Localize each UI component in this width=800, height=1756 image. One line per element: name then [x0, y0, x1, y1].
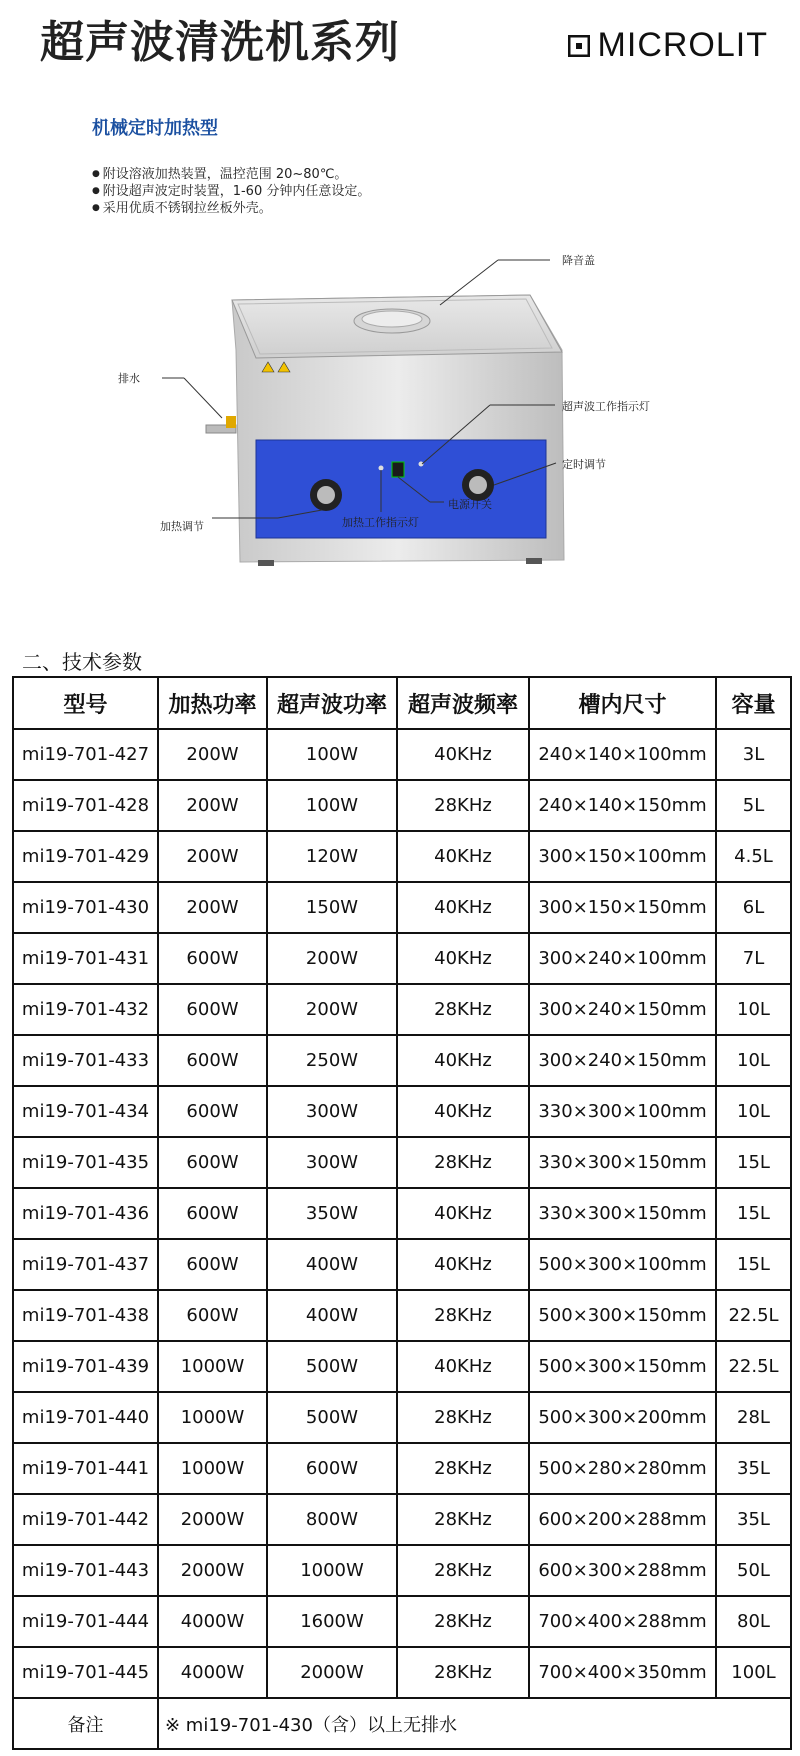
table-cell: 80L [716, 1596, 791, 1647]
table-row [13, 1086, 791, 1137]
table-cell: 500×300×150mm [529, 1290, 716, 1341]
table-cell: mi19-701-428 [13, 780, 158, 831]
table-cell: 15L [716, 1239, 791, 1290]
table-row [13, 984, 791, 1035]
table-cell: 40KHz [397, 882, 529, 933]
column-header: 加热功率 [158, 677, 267, 729]
table-cell: 2000W [158, 1545, 267, 1596]
table-cell: mi19-701-431 [13, 933, 158, 984]
table-cell: 10L [716, 984, 791, 1035]
table-cell: 28KHz [397, 1443, 529, 1494]
table-cell: 50L [716, 1545, 791, 1596]
table-cell: 28KHz [397, 1647, 529, 1698]
page-title: 超声波清洗机系列 [40, 17, 400, 68]
table-cell: 28L [716, 1392, 791, 1443]
table-cell: 500W [267, 1392, 397, 1443]
table-cell: 330×300×100mm [529, 1086, 716, 1137]
table-row [13, 1545, 791, 1596]
callout-power-switch: 电源开关 [448, 498, 492, 511]
table-cell: 3L [716, 729, 791, 780]
table-cell: 28KHz [397, 1545, 529, 1596]
brand-name: MICROLIT [597, 26, 768, 64]
table-cell: 40KHz [397, 933, 529, 984]
table-cell: mi19-701-435 [13, 1137, 158, 1188]
table-cell: 22.5L [716, 1290, 791, 1341]
callout-drain: 排水 [118, 372, 140, 385]
table-cell: mi19-701-440 [13, 1392, 158, 1443]
table-cell: 300W [267, 1086, 397, 1137]
table-note-row [13, 1698, 791, 1749]
callout-timer: 定时调节 [562, 458, 606, 471]
table-cell: 4000W [158, 1647, 267, 1698]
table-cell: 240×140×100mm [529, 729, 716, 780]
column-header: 超声波功率 [267, 677, 397, 729]
table-cell: 28KHz [397, 984, 529, 1035]
callout-heating-light: 加热工作指示灯 [342, 516, 419, 529]
table-cell: 250W [267, 1035, 397, 1086]
table-cell: 2000W [267, 1647, 397, 1698]
table-cell: 6L [716, 882, 791, 933]
table-cell: 28KHz [397, 1494, 529, 1545]
table-cell: 600×200×288mm [529, 1494, 716, 1545]
callout-ultrasonic-light: 超声波工作指示灯 [562, 400, 650, 413]
table-cell: mi19-701-444 [13, 1596, 158, 1647]
table-cell: 40KHz [397, 729, 529, 780]
section-title: 二、技术参数 [22, 650, 142, 674]
table-cell: 1600W [267, 1596, 397, 1647]
feature-item: ● 附设溶液加热装置，温控范围 20~80℃。 [92, 166, 370, 183]
product-subtitle: 机械定时加热型 [92, 118, 218, 139]
table-cell: 1000W [158, 1392, 267, 1443]
table-cell: mi19-701-427 [13, 729, 158, 780]
table-row [13, 1188, 791, 1239]
table-cell: 100W [267, 729, 397, 780]
table-cell: mi19-701-436 [13, 1188, 158, 1239]
table-cell: 600W [158, 984, 267, 1035]
table-cell: 15L [716, 1137, 791, 1188]
table-cell: 1000W [267, 1545, 397, 1596]
table-cell: mi19-701-430 [13, 882, 158, 933]
table-row [13, 1443, 791, 1494]
table-cell: mi19-701-429 [13, 831, 158, 882]
table-cell: 120W [267, 831, 397, 882]
table-cell: mi19-701-433 [13, 1035, 158, 1086]
brand-logo [568, 26, 768, 65]
table-cell: 600W [267, 1443, 397, 1494]
table-row [13, 729, 791, 780]
table-cell: 1000W [158, 1443, 267, 1494]
spec-table [12, 676, 792, 1750]
column-header: 超声波频率 [397, 677, 529, 729]
table-cell: 40KHz [397, 831, 529, 882]
table-cell: 350W [267, 1188, 397, 1239]
table-cell: 500×280×280mm [529, 1443, 716, 1494]
table-cell: 5L [716, 780, 791, 831]
table-cell: 28KHz [397, 1290, 529, 1341]
feature-item: ● 附设超声波定时装置，1-60 分钟内任意设定。 [92, 183, 370, 200]
table-row [13, 1494, 791, 1545]
table-cell: 4.5L [716, 831, 791, 882]
table-row [13, 1035, 791, 1086]
table-cell: 500×300×100mm [529, 1239, 716, 1290]
table-cell: 300×240×150mm [529, 984, 716, 1035]
table-cell: mi19-701-441 [13, 1443, 158, 1494]
feature-item: ● 采用优质不锈钢拉丝板外壳。 [92, 200, 370, 217]
table-cell: 600W [158, 1188, 267, 1239]
table-cell: 300×240×150mm [529, 1035, 716, 1086]
table-cell: 40KHz [397, 1086, 529, 1137]
callout-lid: 降音盖 [562, 254, 595, 267]
table-cell: 500W [267, 1341, 397, 1392]
table-cell: 200W [158, 780, 267, 831]
note-label: 备注 [13, 1698, 158, 1749]
callout-heating-knob: 加热调节 [160, 520, 204, 533]
table-cell: mi19-701-442 [13, 1494, 158, 1545]
table-cell: 200W [158, 729, 267, 780]
table-cell: 600W [158, 1137, 267, 1188]
table-cell: 1000W [158, 1341, 267, 1392]
table-cell: 330×300×150mm [529, 1188, 716, 1239]
table-cell: 2000W [158, 1494, 267, 1545]
table-cell: 100L [716, 1647, 791, 1698]
product-illustration [0, 240, 800, 600]
table-cell: 40KHz [397, 1239, 529, 1290]
table-cell: 240×140×150mm [529, 780, 716, 831]
table-cell: 100W [267, 780, 397, 831]
table-cell: 700×400×288mm [529, 1596, 716, 1647]
table-cell: 22.5L [716, 1341, 791, 1392]
table-cell: 500×300×150mm [529, 1341, 716, 1392]
table-cell: 200W [267, 984, 397, 1035]
table-cell: 35L [716, 1443, 791, 1494]
table-row [13, 780, 791, 831]
table-row [13, 1392, 791, 1443]
table-cell: 600W [158, 1035, 267, 1086]
table-cell: mi19-701-445 [13, 1647, 158, 1698]
table-cell: 300×150×100mm [529, 831, 716, 882]
table-cell: 28KHz [397, 1137, 529, 1188]
table-row [13, 1596, 791, 1647]
table-cell: mi19-701-439 [13, 1341, 158, 1392]
table-cell: 700×400×350mm [529, 1647, 716, 1698]
note-text: ※ mi19-701-430（含）以上无排水 [158, 1698, 791, 1749]
table-row [13, 1239, 791, 1290]
table-row [13, 1647, 791, 1698]
table-cell: 600W [158, 933, 267, 984]
table-cell: 40KHz [397, 1188, 529, 1239]
table-cell: mi19-701-438 [13, 1290, 158, 1341]
table-row [13, 831, 791, 882]
table-cell: 400W [267, 1290, 397, 1341]
table-cell: 330×300×150mm [529, 1137, 716, 1188]
table-cell: mi19-701-432 [13, 984, 158, 1035]
table-cell: 600×300×288mm [529, 1545, 716, 1596]
table-cell: 4000W [158, 1596, 267, 1647]
table-cell: 300W [267, 1137, 397, 1188]
table-cell: 600W [158, 1086, 267, 1137]
table-cell: 200W [267, 933, 397, 984]
table-cell: 10L [716, 1086, 791, 1137]
table-row [13, 933, 791, 984]
feature-list [92, 166, 370, 217]
table-cell: 40KHz [397, 1035, 529, 1086]
table-cell: 15L [716, 1188, 791, 1239]
table-cell: 28KHz [397, 780, 529, 831]
table-cell: 28KHz [397, 1392, 529, 1443]
table-cell: 200W [158, 882, 267, 933]
table-cell: 28KHz [397, 1596, 529, 1647]
table-row [13, 1341, 791, 1392]
table-header-row [13, 677, 791, 729]
brand-mark-icon [568, 35, 590, 57]
column-header: 槽内尺寸 [529, 677, 716, 729]
table-row [13, 882, 791, 933]
column-header: 型号 [13, 677, 158, 729]
table-cell: 500×300×200mm [529, 1392, 716, 1443]
column-header: 容量 [716, 677, 791, 729]
table-row [13, 1137, 791, 1188]
table-cell: 300×240×100mm [529, 933, 716, 984]
table-cell: mi19-701-437 [13, 1239, 158, 1290]
table-row [13, 1290, 791, 1341]
table-cell: 10L [716, 1035, 791, 1086]
table-cell: 400W [267, 1239, 397, 1290]
table-cell: 600W [158, 1239, 267, 1290]
table-cell: 800W [267, 1494, 397, 1545]
table-cell: 600W [158, 1290, 267, 1341]
table-cell: 40KHz [397, 1341, 529, 1392]
table-cell: 200W [158, 831, 267, 882]
table-cell: 300×150×150mm [529, 882, 716, 933]
ultrasonic-cleaner-drawing [0, 240, 800, 600]
table-cell: mi19-701-443 [13, 1545, 158, 1596]
table-cell: mi19-701-434 [13, 1086, 158, 1137]
table-cell: 150W [267, 882, 397, 933]
table-cell: 7L [716, 933, 791, 984]
table-cell: 35L [716, 1494, 791, 1545]
